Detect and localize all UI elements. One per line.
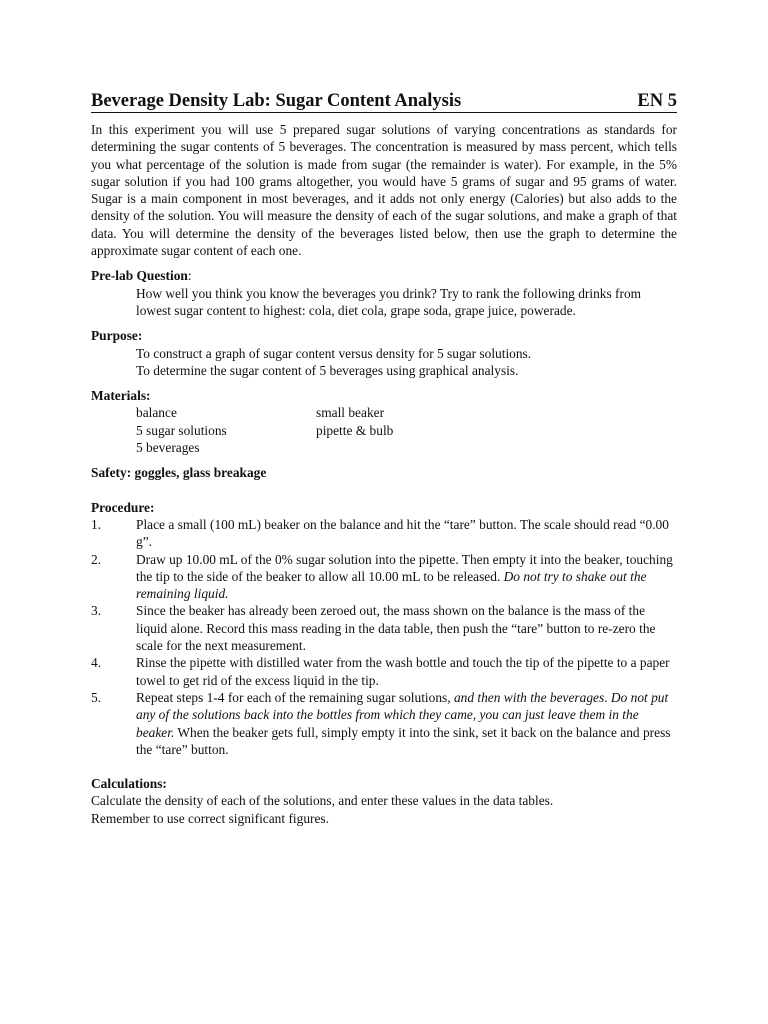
calculations-heading: Calculations: [91,776,167,792]
materials-heading: Materials: [91,388,151,404]
material-item: pipette & bulb [316,422,394,438]
calculations-section [91,775,677,827]
step-text: Repeat steps 1-4 for each of the remaining sugar solutions, [136,689,454,705]
page-title-row [91,90,677,113]
step-number: 1. [91,516,102,532]
calculations-line: Calculate the density of each of the solutions, and enter these values in the data tables. [91,793,554,809]
material-item: 5 sugar solutions [136,422,227,438]
procedure-heading: Procedure: [91,499,155,515]
purpose-section [91,327,677,379]
procedure-step [91,602,677,654]
purpose-heading: Purpose: [91,328,143,344]
step-text: Since the beaker has already been zeroed out, the mass shown on the balance is the mass of the liquid alone. Record this mass reading in the data table, then push the “tare” button to re-zero the scale for the next measurement. [136,603,656,654]
material-item: balance [136,405,177,421]
calculations-line: Remember to use correct significant figures. [91,810,329,826]
step-text: When the beaker gets full, simply empty it into the sink, set it back on the balance and press the “tare” button. [136,724,671,757]
step-italic-text: and then with the beverages [453,689,605,705]
procedure-section [91,499,677,758]
safety-line: Safety: goggles, glass breakage [91,465,267,481]
material-item: 5 beverages [136,440,200,456]
purpose-line: To determine the sugar content of 5 beverages using graphical analysis. [136,362,519,378]
purpose-line: To construct a graph of sugar content versus density for 5 sugar solutions. [136,345,532,361]
step-italic-text: Do not try to shake out the remaining liquid. [136,568,647,602]
material-item: small beaker [316,405,385,421]
page-title: Beverage Density Lab: Sugar Content Analysis [91,91,462,111]
prelab-colon: : [187,268,192,284]
procedure-step [91,689,677,758]
step-text: Place a small (100 mL) beaker on the balance and hit the “tare” button. The scale should read “0.00 g”. [136,516,669,550]
step-number: 3. [91,603,102,619]
procedure-step [91,516,677,551]
step-number: 2. [91,551,102,567]
intro-paragraph: In this experiment you will use 5 prepared sugar solutions of varying concentrations as standards for determining the sugar contents of 5 beverages. The concentration is measured by mass percent, which tells you what percentage of the solution is made from sugar (the remainder is water). For example, in the 5% sugar solution if you had 100 grams altogether, you would have 5 grams of sugar and 95 grams of water. Sugar is a main component in most beverages, and it adds not only energy (Calories) but also adds to the density of the solution. You will measure the density of each of the sugar solutions, and make a graph of that data. You will determine the density of the beverages listed below, then use the graph to determine the approximate sugar content of each one. [91,122,677,259]
prelab-section [91,267,677,319]
step-italic-text: Do not put any of the solutions back into the bottles from which they came, you can just leave them in the beaker. [136,689,669,740]
step-text: Draw up 10.00 mL of the 0% sugar solution into the pipette. Then empty it into the beaker, touching the tip to the side of the beaker to allow all 10.00 mL to be released. [136,551,673,584]
step-number: 4. [91,655,102,671]
materials-section [91,387,677,456]
prelab-text: How well you think you know the beverages you drink? Try to rank the following drinks from lowest sugar content to highest: cola, diet cola, grape soda, grape juice, powerade. [136,285,642,318]
procedure-step [91,551,677,603]
step-text: Rinse the pipette with distilled water from the wash bottle and touch the tip of the pipette to a paper towel to get rid of the excess liquid in the tip. [136,655,670,688]
document-body [91,90,677,827]
procedure-step [91,654,677,689]
course-code: EN 5 [637,91,677,111]
procedure-steps [91,516,677,758]
materials-list [91,404,677,456]
step-number: 5. [91,689,102,705]
step-text: . [604,689,611,705]
prelab-heading: Pre-lab Question [91,268,188,284]
